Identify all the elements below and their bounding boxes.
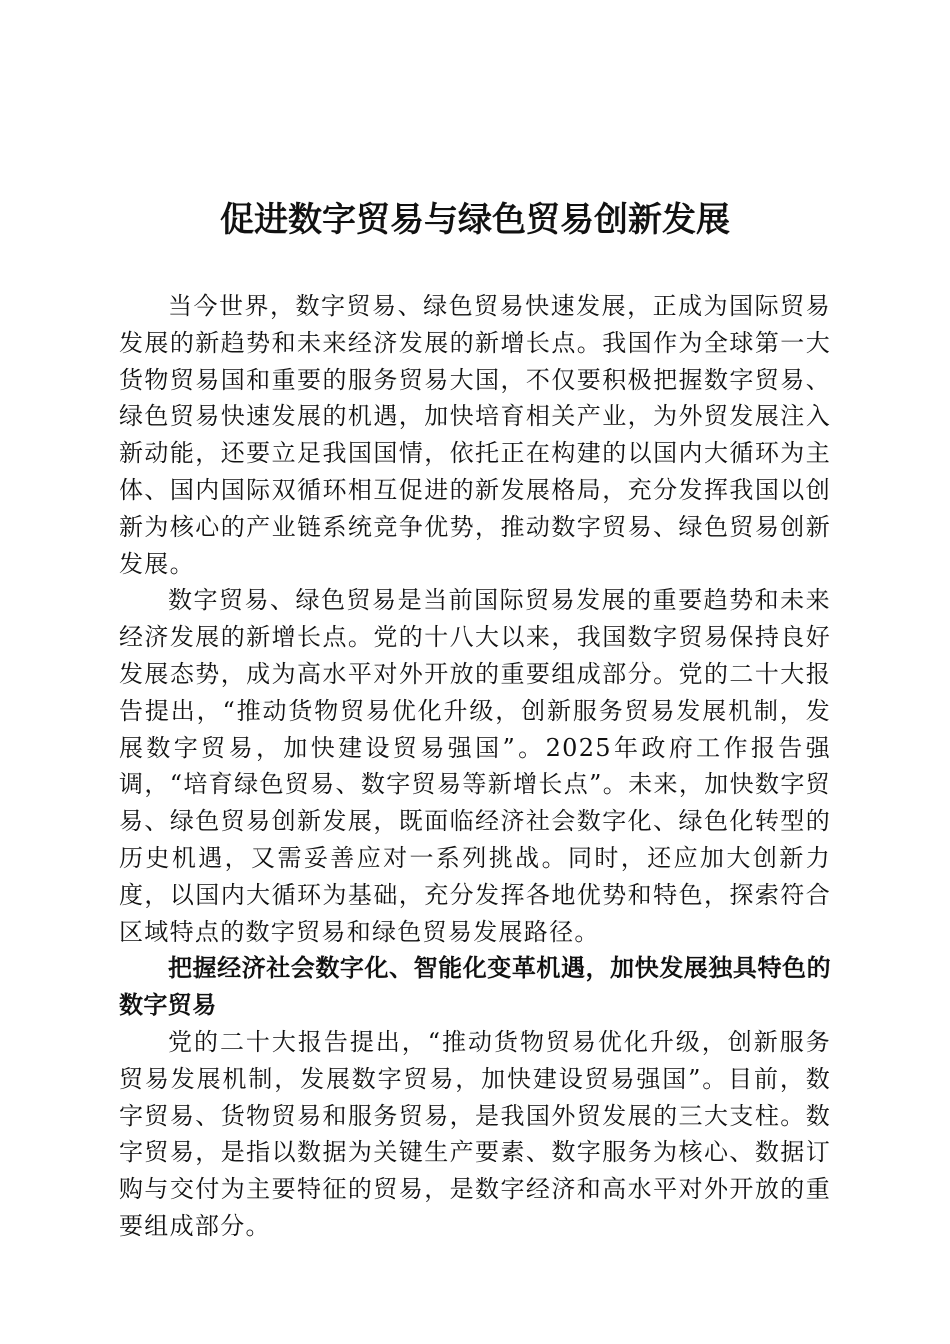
document-title: 促进数字贸易与绿色贸易创新发展 [220, 200, 730, 240]
paragraph-intro: 当今世界，数字贸易、绿色贸易快速发展，正成为国际贸易发展的新趋势和未来经济发展的新增长点。我国作为全球第一大货物贸易国和重要的服务贸易大国，不仅要积极把握数字贸易、绿色贸易快速发展的机遇，加快培育相关产业，为外贸发展注入新动能，还要立足我国国情，依托正在构建的以国内大循环为主体、国内国际双循环相互促进的新发展格局，充分发挥我国以创新为核心的产业链系统竞争优势，推动数字贸易、绿色贸易创新发展。 [119, 292, 831, 578]
paragraph-trends: 数字贸易、绿色贸易是当前国际贸易发展的重要趋势和未来经济发展的新增长点。党的十八大以来，我国数字贸易保持良好发展态势，成为高水平对外开放的重要组成部分。党的二十大报告提出，“推动货物贸易优化升级，创新服务贸易发展机制，发展数字贸易，加快建设贸易强国”。2025年政府工作报告强调，“培育绿色贸易、数字贸易等新增长点”。未来，加快数字贸易、绿色贸易创新发展，既面临经济社会数字化、绿色化转型的历史机遇，又需妥善应对一系列挑战。同时，还应加大创新力度，以国内大循环为基础，充分发挥各地优势和特色，探索符合区域特点的数字贸易和绿色贸易发展路径。 [119, 586, 831, 946]
section-heading: 把握经济社会数字化、智能化变革机遇，加快发展独具特色的数字贸易 [119, 954, 831, 1020]
document-body [119, 288, 831, 1245]
paragraph-digital-trade: 党的二十大报告提出，“推动货物贸易优化升级，创新服务贸易发展机制，发展数字贸易，加快建设贸易强国”。目前，数字贸易、货物贸易和服务贸易，是我国外贸发展的三大支柱。数字贸易，是指以数据为关键生产要素、数字服务为核心、数据订购与交付为主要特征的贸易，是数字经济和高水平对外开放的重要组成部分。 [119, 1027, 831, 1240]
